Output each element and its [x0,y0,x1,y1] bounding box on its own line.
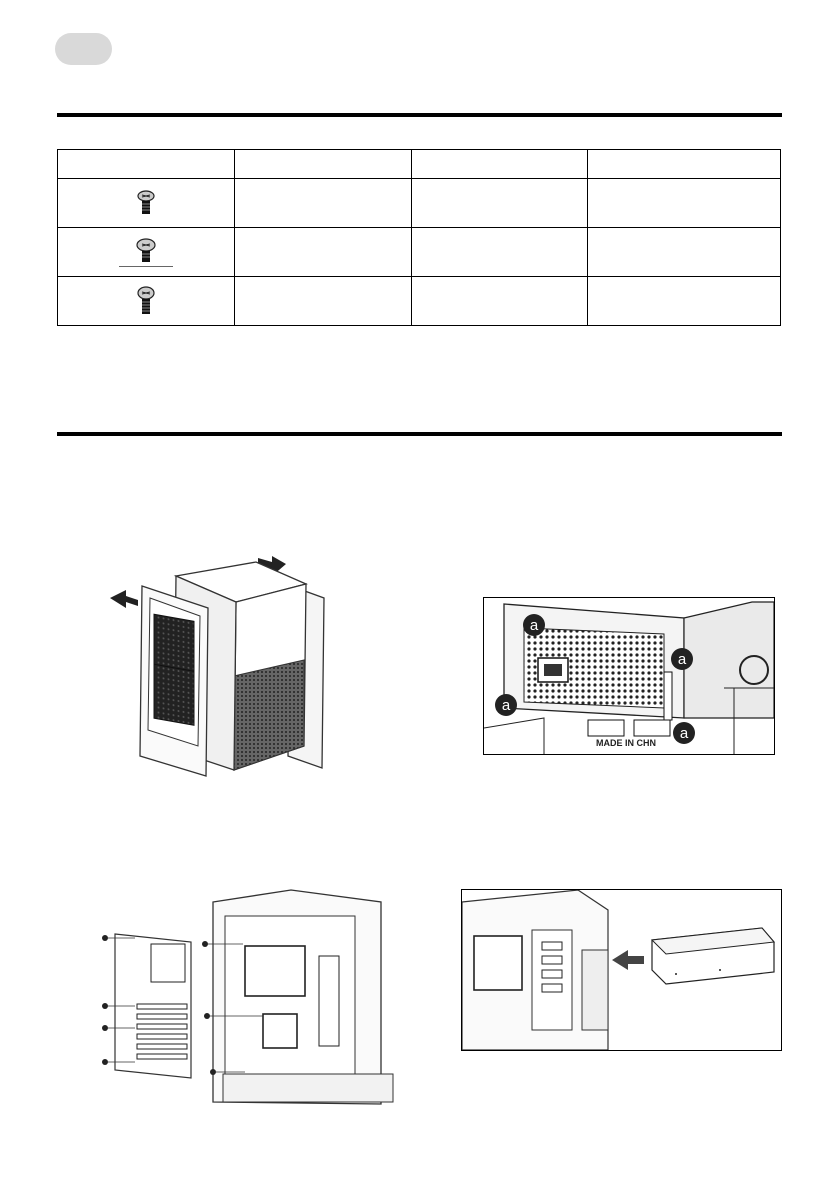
table-row [58,179,781,228]
table-cell-icon [58,179,235,228]
table-cell-icon [58,277,235,326]
psu-side-cover-illustration [96,546,336,790]
section-divider-bottom [57,432,782,436]
svg-text:a: a [529,617,539,634]
table-header-row [58,150,781,179]
table-cell [412,179,588,228]
svg-text:a: a [679,725,689,742]
rear-panel-screws-illustration [483,597,775,755]
page-number-badge [55,33,112,65]
made-in-label: MADE IN CHN [596,738,656,748]
table-cell [235,228,412,277]
table-header-cell [588,150,781,179]
table-cell [588,277,781,326]
underline-mark [119,266,173,267]
arrow-icon [110,590,138,608]
screw-long-icon [137,286,155,316]
screw-short-icon [137,190,155,216]
svg-text:a: a [677,651,687,668]
section-divider-top [57,113,782,117]
table-cell [412,277,588,326]
screw-flat-head-icon [136,238,156,264]
table-row [58,277,781,326]
table-cell [588,228,781,277]
table-header-cell [412,150,588,179]
parts-table [57,149,781,326]
table-cell [235,179,412,228]
svg-text:a: a [501,697,511,714]
table-row [58,228,781,277]
table-cell [235,277,412,326]
table-cell [412,228,588,277]
table-cell [588,179,781,228]
table-header-cell [235,150,412,179]
table-cell-icon [58,228,235,277]
table-header-cell [58,150,235,179]
optical-drive-install-illustration [461,889,782,1051]
motherboard-install-illustration [95,886,405,1110]
